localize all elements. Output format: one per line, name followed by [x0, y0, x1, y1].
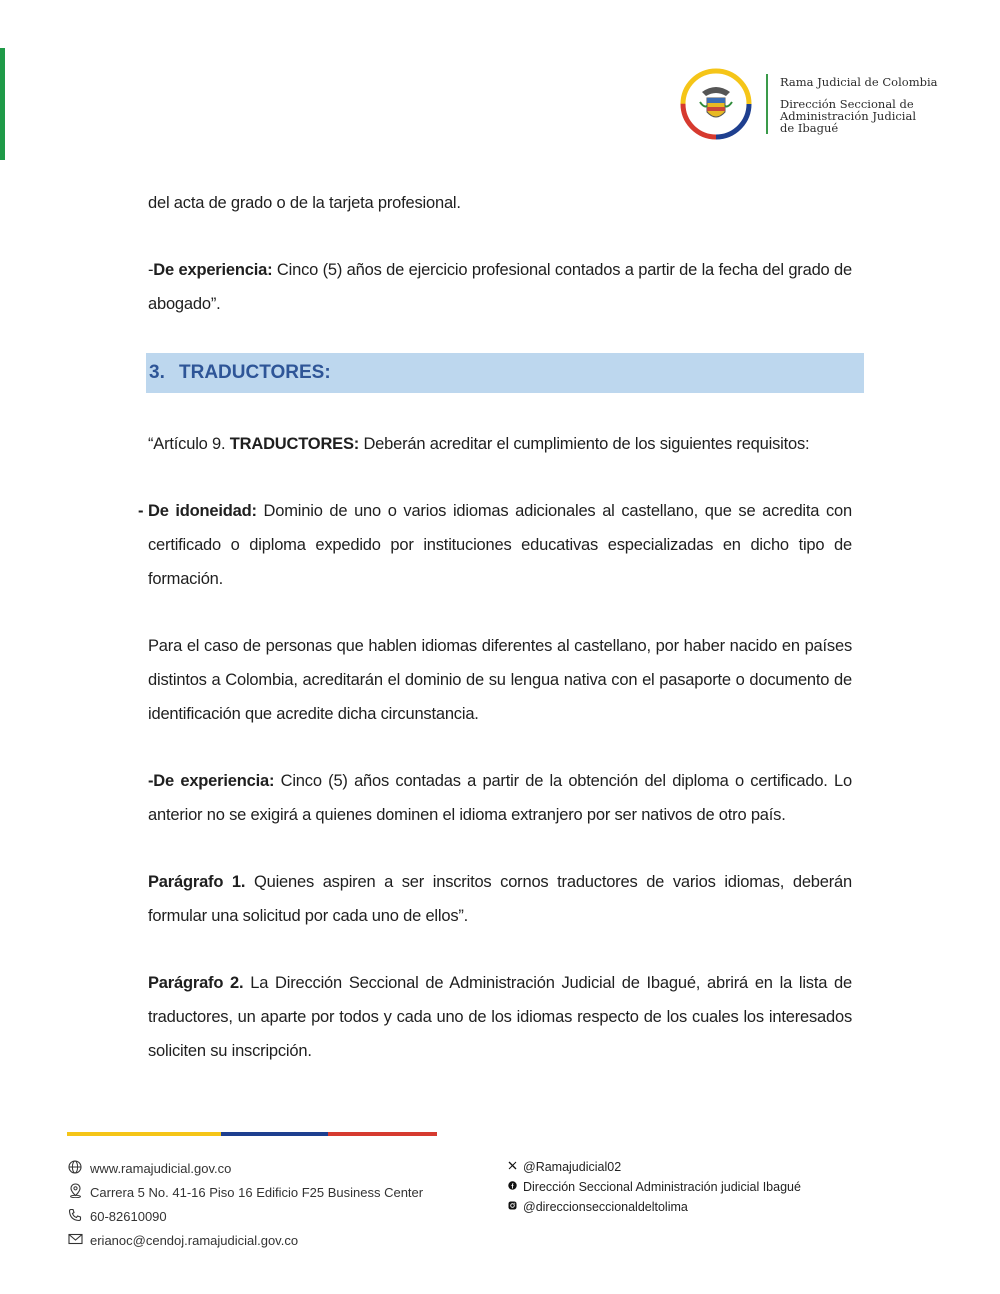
experiencia-2-label: -De experiencia: — [148, 772, 275, 790]
footer-instagram-row[interactable] — [507, 1197, 801, 1217]
paragraph-experiencia-2 — [148, 764, 852, 832]
section-heading-traductores — [146, 353, 864, 393]
location-pin-icon — [67, 1183, 83, 1201]
footer-address-row — [67, 1180, 423, 1204]
footer-website-row[interactable] — [67, 1156, 423, 1180]
paragraph-idoneidad — [148, 494, 852, 596]
paragraph-experiencia — [148, 253, 852, 321]
footer-social — [507, 1157, 801, 1217]
coat-of-arms-logo — [680, 68, 752, 140]
office-line-3: de Ibagué — [780, 121, 839, 135]
footer-phone-row[interactable] — [67, 1204, 423, 1228]
paragraph-nativos: Para el caso de personas que hablen idiomas diferentes al castellano, por haber nacido en países distintos a Colombia, acreditarán el dominio de su lengua nativa con el pasaporte o documento de identificación que acredite dicha circunstancia. — [148, 637, 852, 723]
instagram-icon — [507, 1201, 517, 1213]
experiencia-text: Cinco (5) años de ejercicio profesional contados a partir de la fecha del grado de abogado”. — [148, 261, 852, 313]
paragrafo-1-text: Quienes aspiren a ser inscritos cornos traductores de varios idiomas, deberán formular una solicitud por cada uno de ellos”. — [148, 873, 852, 925]
footer-address: Carrera 5 No. 41-16 Piso 16 Edificio F25 Business Center — [90, 1184, 424, 1200]
paragraph-acta: del acta de grado o de la tarjeta profesional. — [148, 194, 461, 212]
experiencia-2-text: Cinco (5) años contadas a partir de la obtención del diploma o certificado. Lo anterior no se exigirá a quienes dominen el idioma extranjero por ser nativos de otro país. — [148, 772, 852, 824]
footer-twitter[interactable]: @Ramajudicial02 — [523, 1160, 622, 1174]
institution-name: Rama Judicial de Colombia — [780, 75, 938, 89]
section-number: 3. — [149, 362, 165, 383]
footer-email[interactable]: erianoc@cendoj.ramajudicial.gov.co — [90, 1232, 299, 1248]
phone-icon — [67, 1208, 83, 1225]
dash: - — [148, 261, 154, 279]
paragraph-articulo-9 — [148, 427, 852, 461]
office-line-2: Administración Judicial — [780, 109, 917, 123]
section-title: TRADUCTORES: — [179, 362, 331, 383]
idoneidad-label: De idoneidad: — [148, 502, 257, 520]
footer-website[interactable]: www.ramajudicial.gov.co — [90, 1160, 232, 1176]
envelope-icon — [67, 1233, 83, 1248]
footer-line-yellow — [67, 1132, 221, 1136]
footer-contact — [67, 1156, 423, 1252]
paragraph-paragrafo-2 — [148, 966, 852, 1068]
document-body — [148, 186, 852, 321]
traductores-label: TRADUCTORES: — [229, 435, 360, 453]
footer-instagram[interactable]: @direccionseccionaldeltolima — [523, 1200, 688, 1214]
footer-twitter-row[interactable] — [507, 1157, 801, 1177]
bullet-dash: - — [138, 502, 144, 520]
logo-divider — [766, 74, 768, 134]
articulo-prefix: “Artículo 9. — [148, 435, 230, 453]
header-institution-text — [780, 75, 938, 134]
paragrafo-2-text: La Dirección Seccional de Administración Judicial de Ibagué, abrirá en la lista de traductores, un aparte por todos y cada uno de los idiomas respecto de los cuales los interesados soliciten su inscripción. — [148, 974, 852, 1060]
footer-line-red — [328, 1132, 437, 1136]
footer-phone[interactable]: 60-82610090 — [90, 1208, 167, 1224]
document-body-section-3 — [148, 427, 852, 1068]
experiencia-label: De experiencia: — [153, 261, 273, 279]
articulo-text: Deberán acreditar el cumplimiento de los siguientes requisitos: — [359, 435, 810, 453]
globe-icon — [67, 1160, 83, 1177]
footer-email-row[interactable] — [67, 1228, 423, 1252]
paragraph-paragrafo-1 — [148, 865, 852, 933]
paragrafo-2-label: Parágrafo 2. — [148, 974, 244, 992]
facebook-icon — [507, 1181, 517, 1193]
x-logo-icon — [507, 1161, 517, 1173]
office-line-1: Dirección Seccional de — [780, 97, 914, 111]
idoneidad-text: Dominio de uno o varios idiomas adicionales al castellano, que se acredita con certificado o diploma expedido por instituciones educativas especializadas en dicho tipo de formación. — [148, 502, 852, 588]
footer-line-blue — [221, 1132, 328, 1136]
left-accent-bar — [0, 48, 5, 160]
footer-facebook[interactable]: Dirección Seccional Administración judicial Ibagué — [523, 1180, 801, 1194]
footer-facebook-row[interactable] — [507, 1177, 801, 1197]
paragrafo-1-label: Parágrafo 1. — [148, 873, 246, 891]
